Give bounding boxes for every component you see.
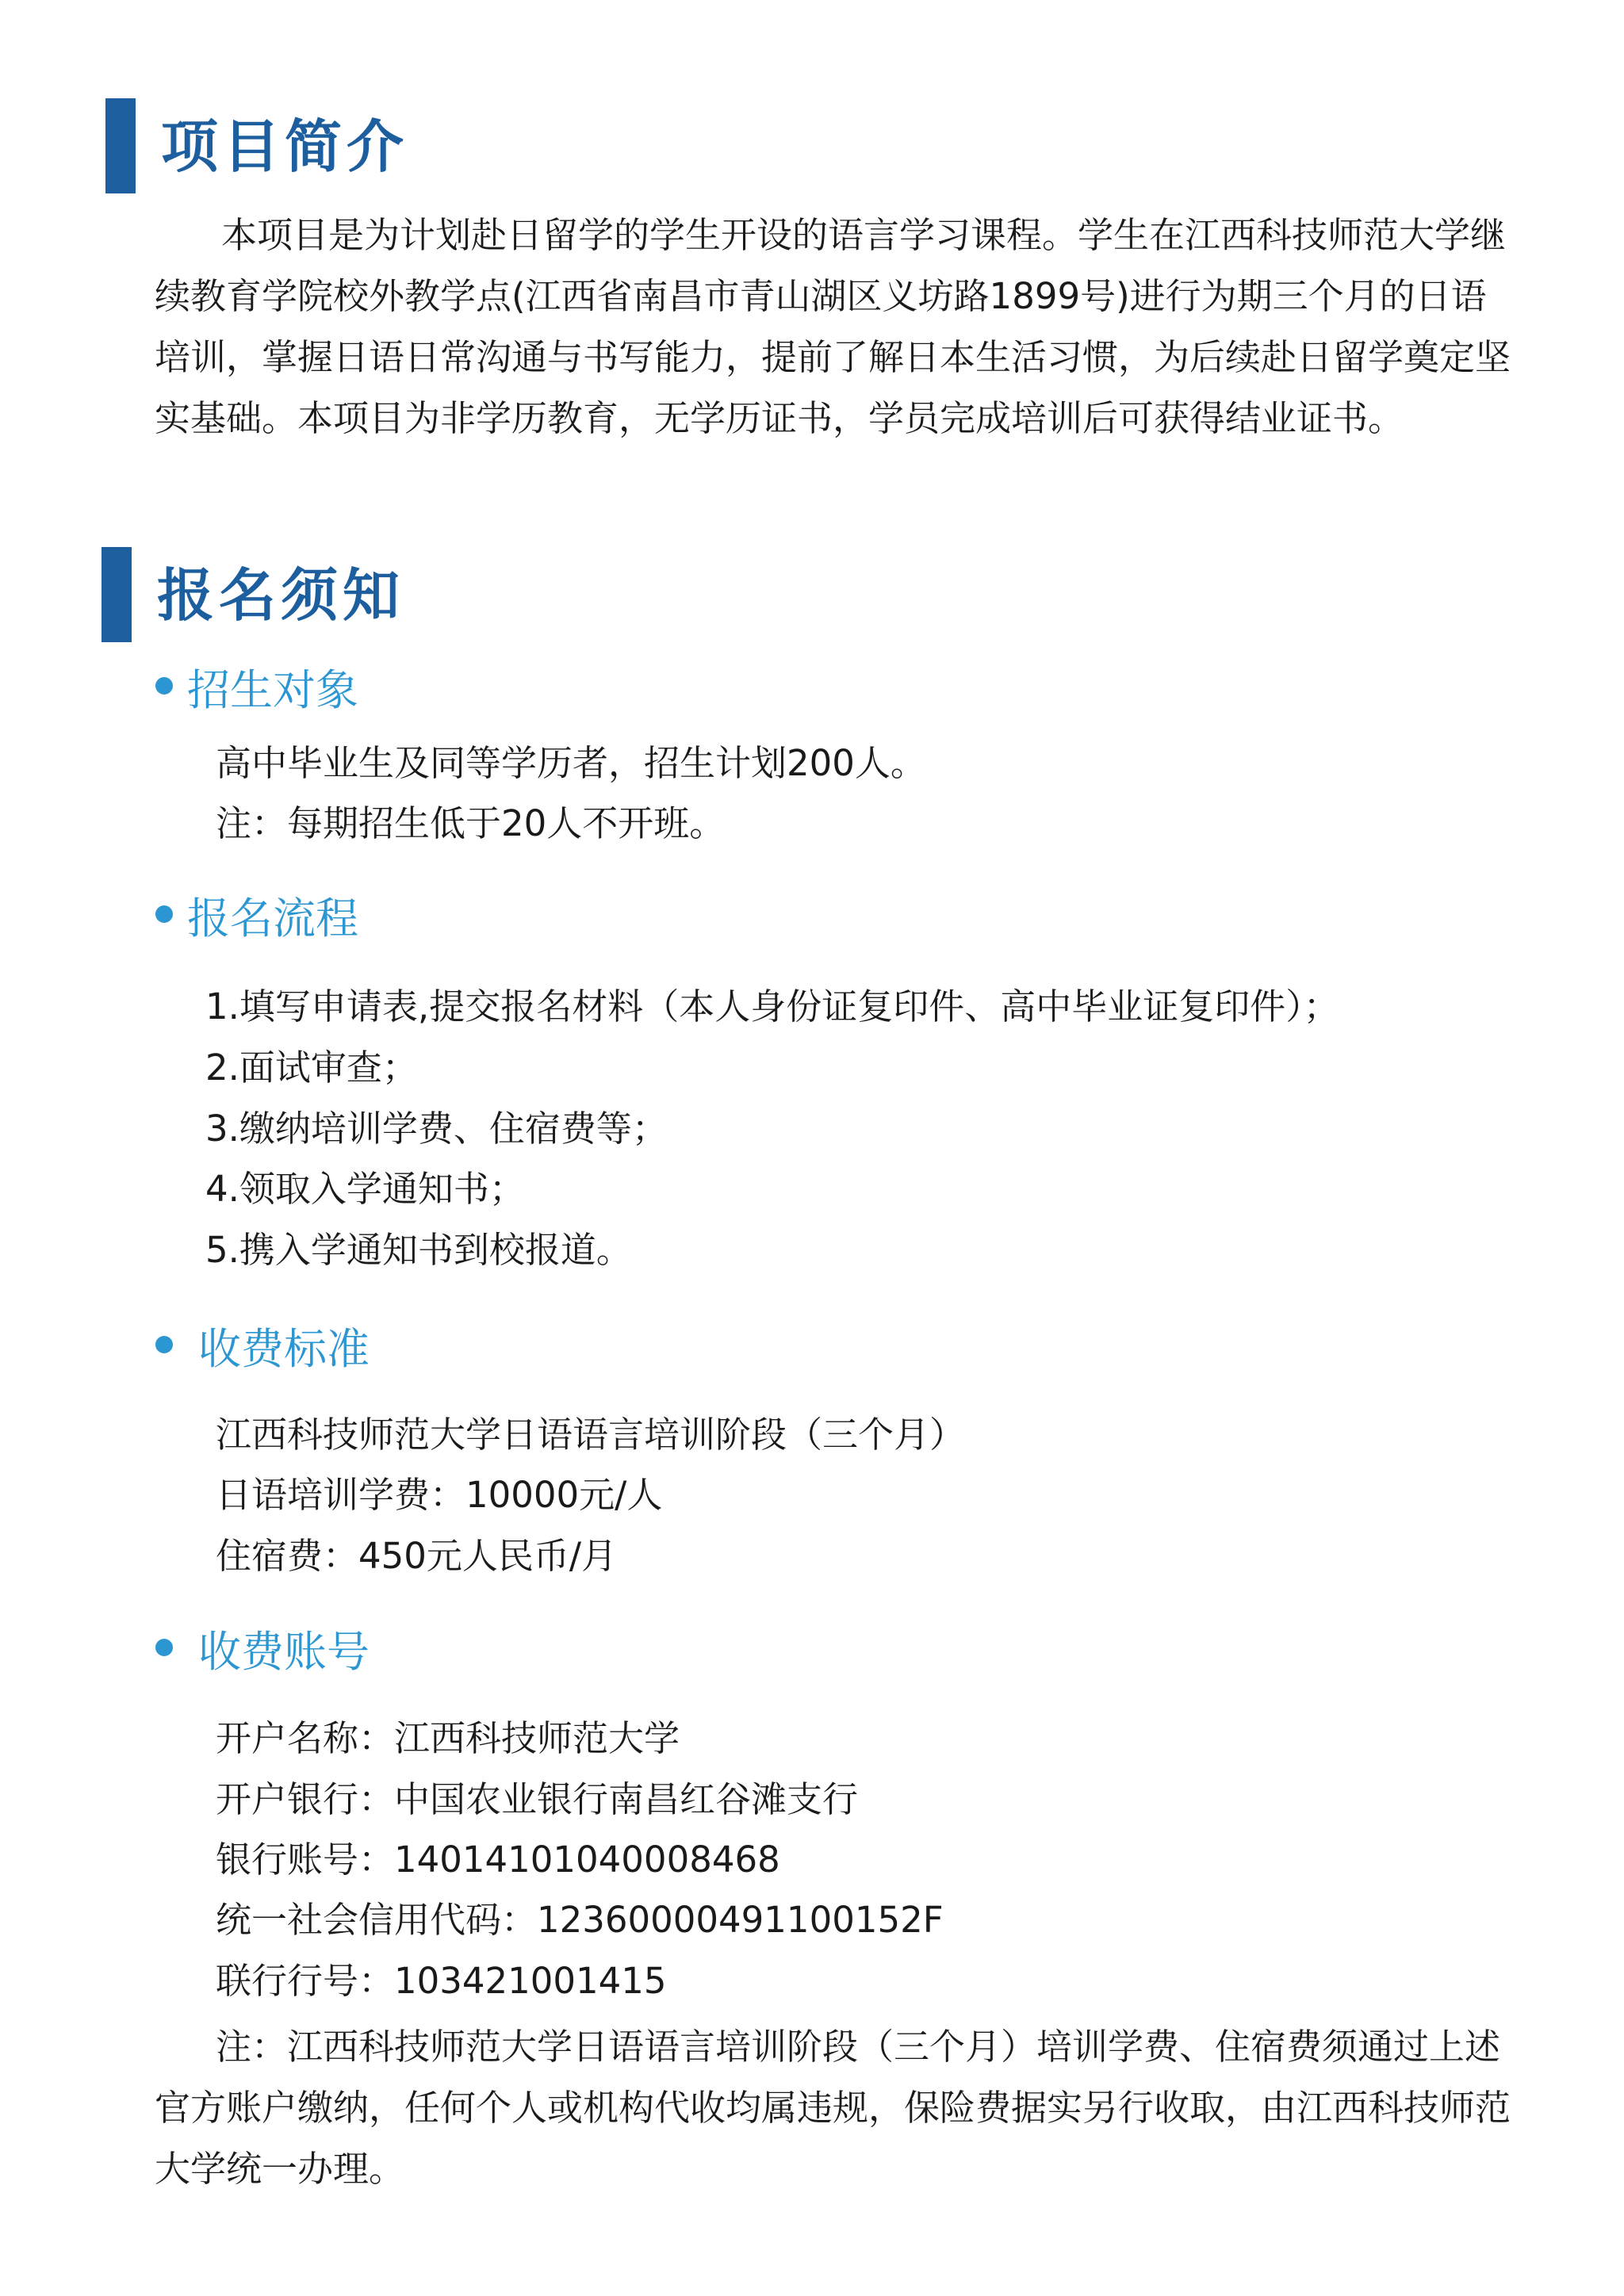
target-subheading [155,663,358,718]
account-line: 开户名称：江西科技师范大学 [216,1717,680,1759]
section-title: 项目简介 [161,113,409,180]
account-line: 开户银行：中国农业银行南昌红谷滩支行 [216,1778,859,1820]
process-subheading [155,891,358,947]
intro-paragraph: 本项目是为计划赴日留学的学生开设的语言学习课程。学生在江西科技师范大学继续教育学院校外教学点(江西省南昌市青山湖区义坊路1899号)进行为期三个月的日语培训，掌握日语日常沟通与书写能力，提前了解日本生活习惯，为后续赴日留学奠定坚实基础。本项目为非学历教育，无学历证书，学员完成培训后可获得结业证书。 [155,214,1511,439]
fees-line: 江西科技师范大学日语语言培训阶段（三个月） [216,1414,966,1456]
bullet-icon [155,1336,173,1353]
account-line: 联行行号：103421001415 [216,1960,667,2002]
fees-line: 日语培训学费：10000元/人 [216,1474,663,1516]
section-accent-bar [105,98,136,193]
bullet-icon [155,677,173,695]
bullet-icon [155,905,173,923]
registration-section-header [0,547,1503,642]
subheading-title: 收费账号 [198,1627,370,1677]
target-note: 注：每期招生低于20人不开班。 [216,802,726,844]
subheading-title: 招生对象 [187,665,358,715]
target-line: 高中毕业生及同等学历者，招生计划200人。 [216,742,926,784]
section-accent-bar [102,547,132,642]
fees-subheading [155,1322,370,1377]
bullet-icon [155,1639,173,1656]
fees-line: 住宿费：450元人民币/月 [216,1535,618,1577]
section-title: 报名须知 [157,562,405,629]
account-line: 银行账号：14014101040008468 [216,1839,780,1881]
process-step: 1.填写申请表,提交报名材料（本人身份证复印件、高中毕业证复印件）； [205,985,1339,1027]
process-step: 2.面试审查； [205,1047,418,1089]
account-note: 注：江西科技师范大学日语语言培训阶段（三个月）培训学费、住宿费须通过上述官方账户缴纳，任何个人或机构代收均属违规，保险费据实另行收取，由江西科技师范大学统一办理。 [155,2026,1511,2190]
account-line: 统一社会信用代码：12360000491100152F [216,1899,944,1941]
process-step: 5.携入学通知书到校报道。 [205,1229,632,1271]
intro-section-header [0,98,1507,193]
process-step: 3.缴纳培训学费、住宿费等； [205,1108,668,1150]
process-step: 4.领取入学通知书； [205,1168,525,1210]
account-subheading [155,1624,370,1680]
subheading-title: 收费标准 [198,1324,370,1374]
subheading-title: 报名流程 [187,894,358,943]
